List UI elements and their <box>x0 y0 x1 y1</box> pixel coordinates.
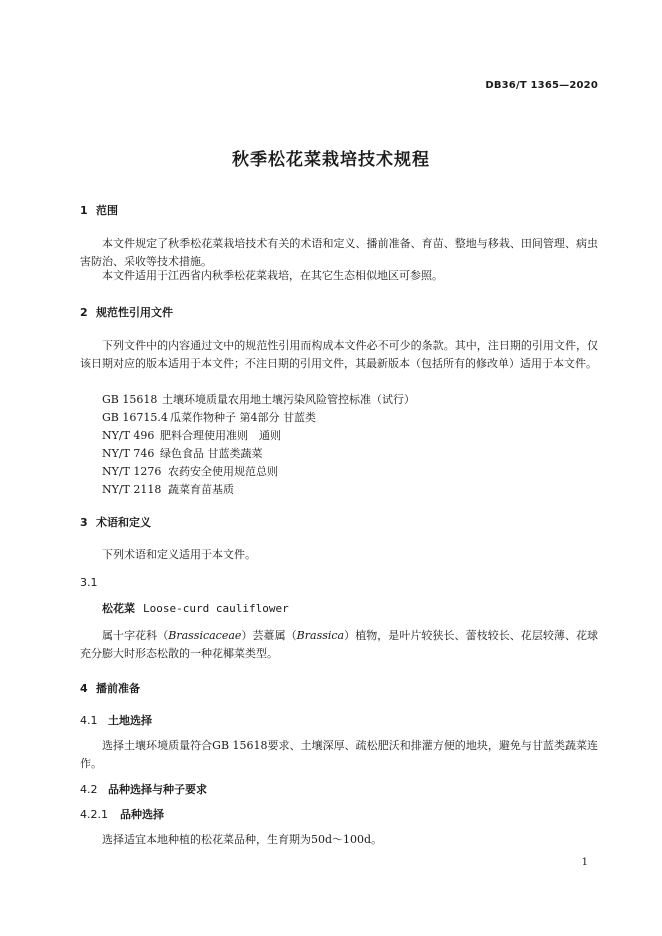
reference-title: 肥料合理使用准则 通则 <box>160 429 281 442</box>
standard-code: DB36/T 1365—2020 <box>485 80 598 91</box>
subsection-number: 4.1 <box>80 714 98 727</box>
reference-item <box>102 427 281 443</box>
definition-text: 属十字花科（ <box>102 629 169 642</box>
paragraph: 选择土壤环境质量符合GB 15618要求、土壤深厚、疏松肥沃和排灌方便的地块，避免与甘蓝类蔬菜连作。 <box>80 739 598 770</box>
section-title: 播前准备 <box>96 682 140 695</box>
subsection-number: 3.1 <box>80 576 98 589</box>
reference-title: 农药安全使用规范总则 <box>168 465 278 478</box>
genus-latin-name: Brassica <box>296 629 345 642</box>
subsection-number: 4.2 <box>80 783 98 796</box>
reference-title: 土壤环境质量农用地土壤污染风险管控标准（试行） <box>162 393 415 406</box>
reference-code: NY/T 746 <box>102 447 155 460</box>
definition-text: ）芸薹属（ <box>241 629 297 642</box>
page-number: 1 <box>581 857 588 868</box>
reference-title: 蔬菜育苗基质 <box>168 483 234 496</box>
term-english: Loose-curd cauliflower <box>143 602 289 615</box>
reference-code: GB 16715.4 <box>102 411 168 424</box>
definition-text: ）植物，是叶片较狭长、蕾枝较长、花层较薄、花球充分膨大时形态松散的一种花椰菜类型。 <box>80 629 599 660</box>
section-1-heading <box>80 202 118 218</box>
section-number: 1 <box>80 204 88 217</box>
paragraph: 下列文件中的内容通过文中的规范性引用而构成本文件必不可少的条款。其中，注日期的引用文件，仅该日期对应的版本适用于本文件；不注日期的引用文件，其最新版本（包括所有的修改单）适用于本文件。 <box>80 339 598 370</box>
family-latin-name: Brassicaceae <box>168 629 242 642</box>
reference-title: 绿色食品 甘蓝类蔬菜 <box>160 447 263 460</box>
term-definition <box>80 627 598 663</box>
reference-item <box>102 463 278 479</box>
section-4-heading <box>80 680 140 696</box>
subsection-title: 品种选择 <box>120 808 164 821</box>
section-number: 3 <box>80 516 88 529</box>
section-3-heading <box>80 514 151 530</box>
section-2-heading <box>80 304 173 320</box>
reference-code: NY/T 496 <box>102 429 155 442</box>
paragraph: 下列术语和定义适用于本文件。 <box>102 548 256 561</box>
reference-title: 瓜菜作物种子 第4部分 甘蓝类 <box>170 411 316 424</box>
subsection-title: 土地选择 <box>108 714 152 727</box>
document-title: 秋季松花菜栽培技术规程 <box>232 150 430 170</box>
subsection-number: 4.2.1 <box>80 808 108 821</box>
subsection-4-1-heading <box>80 712 152 728</box>
term-chinese: 松花菜 <box>102 602 135 615</box>
reference-item <box>102 391 415 407</box>
subsection-4-2-heading <box>80 781 207 797</box>
subsection-4-2-1-heading <box>80 806 164 822</box>
section-number: 4 <box>80 682 88 695</box>
paragraph: 本文件适用于江西省内秋季松花菜栽培，在其它生态相似地区可参照。 <box>102 269 443 282</box>
section-title: 范围 <box>96 204 118 217</box>
reference-code: NY/T 2118 <box>102 483 162 496</box>
reference-code: NY/T 1276 <box>102 465 162 478</box>
section-number: 2 <box>80 306 88 319</box>
paragraph: 选择适宜本地种植的松花菜品种，生育期为50d～100d。 <box>102 833 383 846</box>
subsection-title: 品种选择与种子要求 <box>108 783 207 796</box>
reference-code: GB 15618 <box>102 393 158 406</box>
term-entry <box>102 600 289 616</box>
reference-item <box>102 445 263 461</box>
section-title: 规范性引用文件 <box>96 306 173 319</box>
reference-item <box>102 481 234 497</box>
reference-item <box>102 409 316 425</box>
section-title: 术语和定义 <box>96 516 151 529</box>
paragraph: 本文件规定了秋季松花菜栽培技术有关的术语和定义、播前准备、育苗、整地与移栽、田间管理、病虫害防治、采收等技术措施。 <box>80 237 598 268</box>
